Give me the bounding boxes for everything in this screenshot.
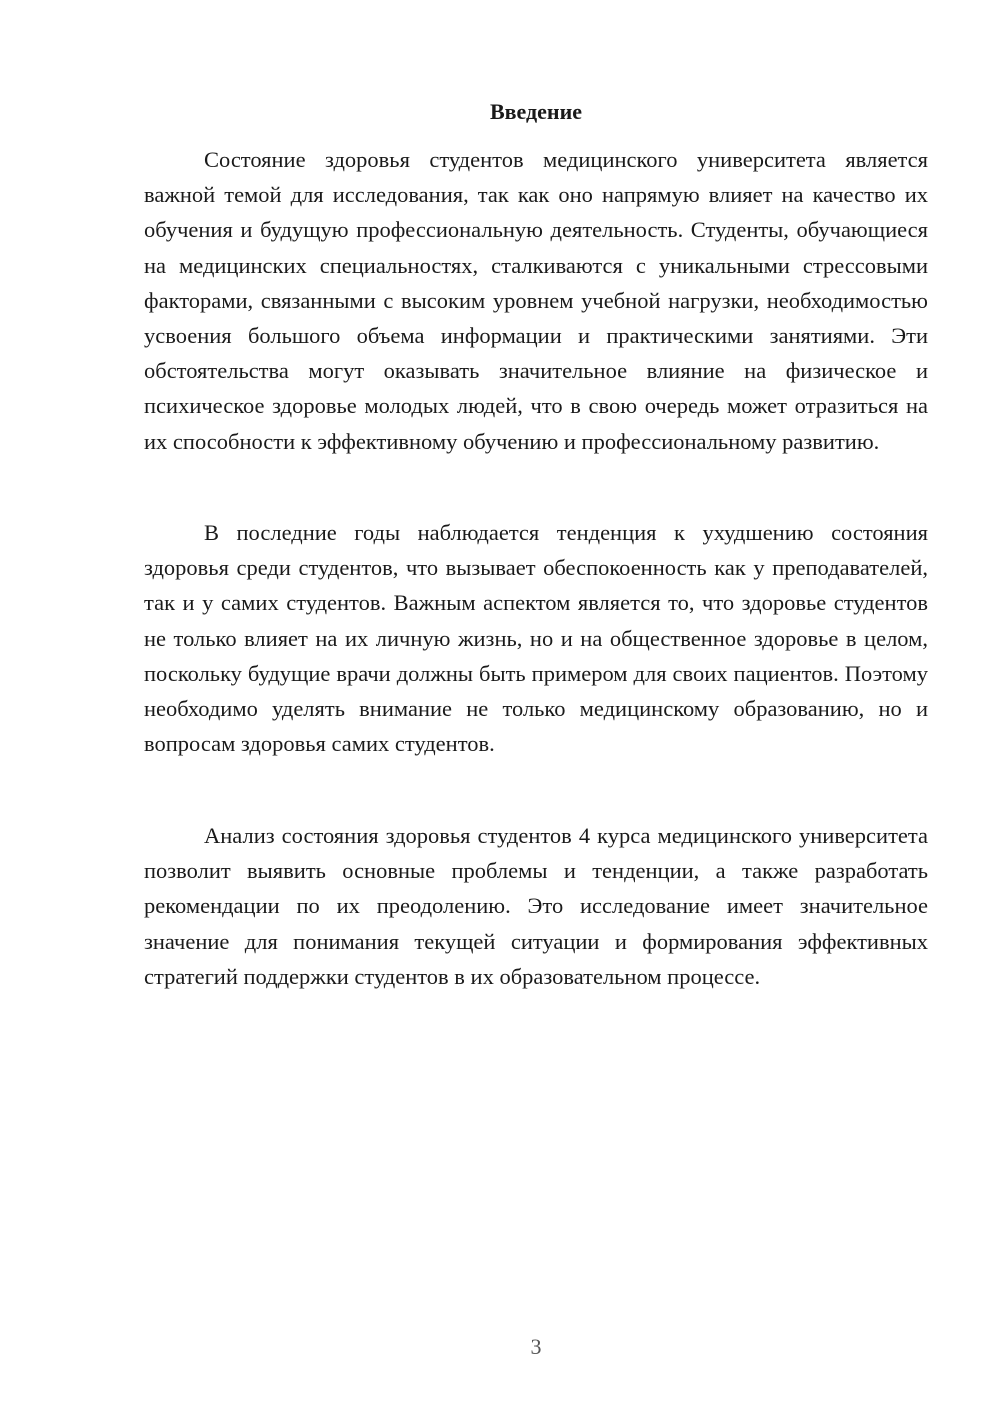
paragraph-3: Анализ состояния здоровья студентов 4 курса медицинского университета позволит выявить основные проблемы и тенденции, а также разработать рекомендации по их преодолению. Это исследование имеет значительное значение для понимания текущей ситуации и формирования эффективных стратегий поддержки студентов в их образовательном процессе. (144, 823, 928, 989)
paragraph-1: Состояние здоровья студентов медицинского университета является важной темой для исследования, так как оно напрямую влияет на качество их обучения и будущую профессиональную деятельность. Студенты, обучающиеся на медицинских специальностях, сталкиваются с уникальными стрессовыми факторами, связанными с высоким уровнем учебной нагрузки, необходимостью усвоения большого объема информации и практическими занятиями. Эти обстоятельства могут оказывать значительное влияние на физическое и психическое здоровье молодых людей, что в свою очередь может отразиться на их способности к эффективному обучению и профессиональному развитию. (144, 147, 928, 454)
page-number: 3 (530, 1334, 542, 1359)
page-title: Введение (489, 99, 583, 124)
paragraph-2: В последние годы наблюдается тенденция к ухудшению состояния здоровья среди студентов, что вызывает обеспокоенность как у преподавателей, так и у самих студентов. Важным аспектом является то, что здоровье студентов не только влияет на их личную жизнь, но и на общественное здоровье в целом, поскольку будущие врачи должны быть примером для своих пациентов. Поэтому необходимо уделять внимание не только медицинскому образованию, но и вопросам здоровья самих студентов. (144, 520, 928, 757)
